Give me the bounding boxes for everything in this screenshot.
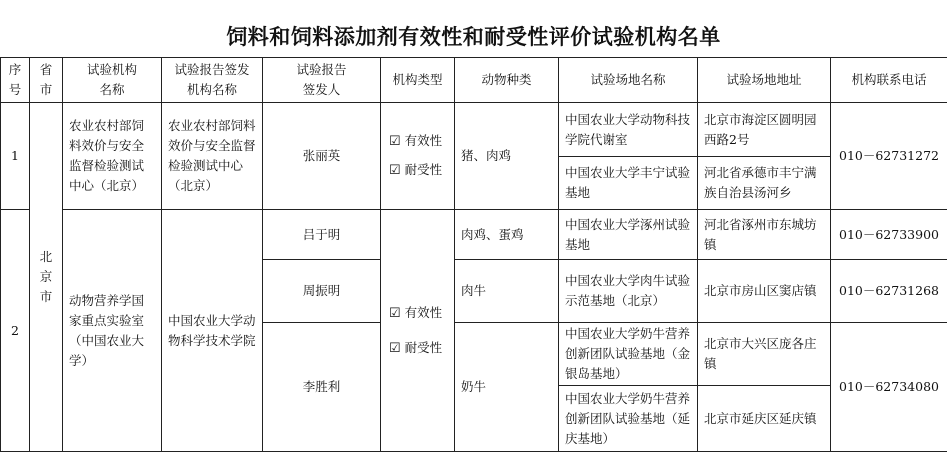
site-address-cell: 河北省涿州市东城坊镇 bbox=[698, 210, 831, 260]
type-cell bbox=[381, 103, 455, 210]
type-item-tolerance: ☑ 耐受性 bbox=[387, 160, 448, 181]
phone-cell: 010－62734080 bbox=[831, 323, 947, 452]
header-species: 动物种类 bbox=[455, 58, 559, 103]
institution-table bbox=[0, 57, 947, 452]
header-province: 省 市 bbox=[30, 58, 63, 103]
seq-cell: 1 bbox=[1, 103, 30, 210]
type-cell bbox=[381, 210, 455, 452]
document-title: 饲料和饲料添加剂有效性和耐受性评价试验机构名单 bbox=[226, 25, 721, 49]
table-row bbox=[1, 103, 947, 157]
species-cell: 肉鸡、蛋鸡 bbox=[455, 210, 559, 260]
signer-cell: 周振明 bbox=[263, 260, 381, 323]
phone-cell: 010－62733900 bbox=[831, 210, 947, 260]
type-item-efficacy: ☑ 有效性 bbox=[387, 303, 448, 324]
institution-cell: 农业农村部饲料效价与安全监督检验测试中心（北京） bbox=[63, 103, 162, 210]
site-name-cell: 中国农业大学肉牛试验示范基地（北京） bbox=[559, 260, 698, 323]
site-address-cell: 北京市大兴区庞各庄镇 bbox=[698, 323, 831, 386]
site-address-cell: 北京市延庆区延庆镇 bbox=[698, 386, 831, 452]
header-seq: 序 号 bbox=[1, 58, 30, 103]
header-site-name: 试验场地名称 bbox=[559, 58, 698, 103]
species-cell: 肉牛 bbox=[455, 260, 559, 323]
province-cell: 北 京 市 bbox=[30, 103, 63, 452]
site-address-cell: 北京市海淀区圆明园西路2号 bbox=[698, 103, 831, 157]
header-row bbox=[1, 58, 947, 103]
type-item-efficacy: ☑ 有效性 bbox=[387, 131, 448, 152]
header-phone: 机构联系电话 bbox=[831, 58, 947, 103]
type-item-tolerance: ☑ 耐受性 bbox=[387, 338, 448, 359]
table-row bbox=[1, 210, 947, 260]
header-report-institution: 试验报告签发 机构名称 bbox=[162, 58, 263, 103]
species-cell: 奶牛 bbox=[455, 323, 559, 452]
header-signer: 试验报告 签发人 bbox=[263, 58, 381, 103]
site-address-cell: 河北省承德市丰宁满族自治县汤河乡 bbox=[698, 157, 831, 210]
signer-cell: 张丽英 bbox=[263, 103, 381, 210]
site-name-cell: 中国农业大学奶牛营养创新团队试验基地（金银岛基地） bbox=[559, 323, 698, 386]
checkbox-checked-icon: ☑ bbox=[389, 163, 401, 178]
checkbox-checked-icon: ☑ bbox=[389, 340, 401, 356]
species-cell: 猪、肉鸡 bbox=[455, 103, 559, 210]
report-institution-cell: 中国农业大学动物科学技术学院 bbox=[162, 210, 263, 452]
header-type: 机构类型 bbox=[381, 58, 455, 103]
seq-cell: 2 bbox=[1, 210, 30, 452]
signer-cell: 李胜利 bbox=[263, 323, 381, 452]
header-institution: 试验机构 名称 bbox=[63, 58, 162, 103]
header-site-address: 试验场地地址 bbox=[698, 58, 831, 103]
institution-cell: 动物营养学国家重点实验室（中国农业大学） bbox=[63, 210, 162, 452]
phone-cell: 010－62731268 bbox=[831, 260, 947, 323]
site-name-cell: 中国农业大学奶牛营养创新团队试验基地（延庆基地） bbox=[559, 386, 698, 452]
site-name-cell: 中国农业大学涿州试验基地 bbox=[559, 210, 698, 260]
report-institution-cell: 农业农村部饲料效价与安全监督检验测试中心（北京） bbox=[162, 103, 263, 210]
phone-cell: 010－62731272 bbox=[831, 103, 947, 210]
site-name-cell: 中国农业大学丰宁试验基地 bbox=[559, 157, 698, 210]
checkbox-checked-icon: ☑ bbox=[389, 134, 401, 149]
site-address-cell: 北京市房山区窦店镇 bbox=[698, 260, 831, 323]
site-name-cell: 中国农业大学动物科技学院代谢室 bbox=[559, 103, 698, 157]
signer-cell: 吕于明 bbox=[263, 210, 381, 260]
checkbox-checked-icon: ☑ bbox=[389, 305, 401, 321]
